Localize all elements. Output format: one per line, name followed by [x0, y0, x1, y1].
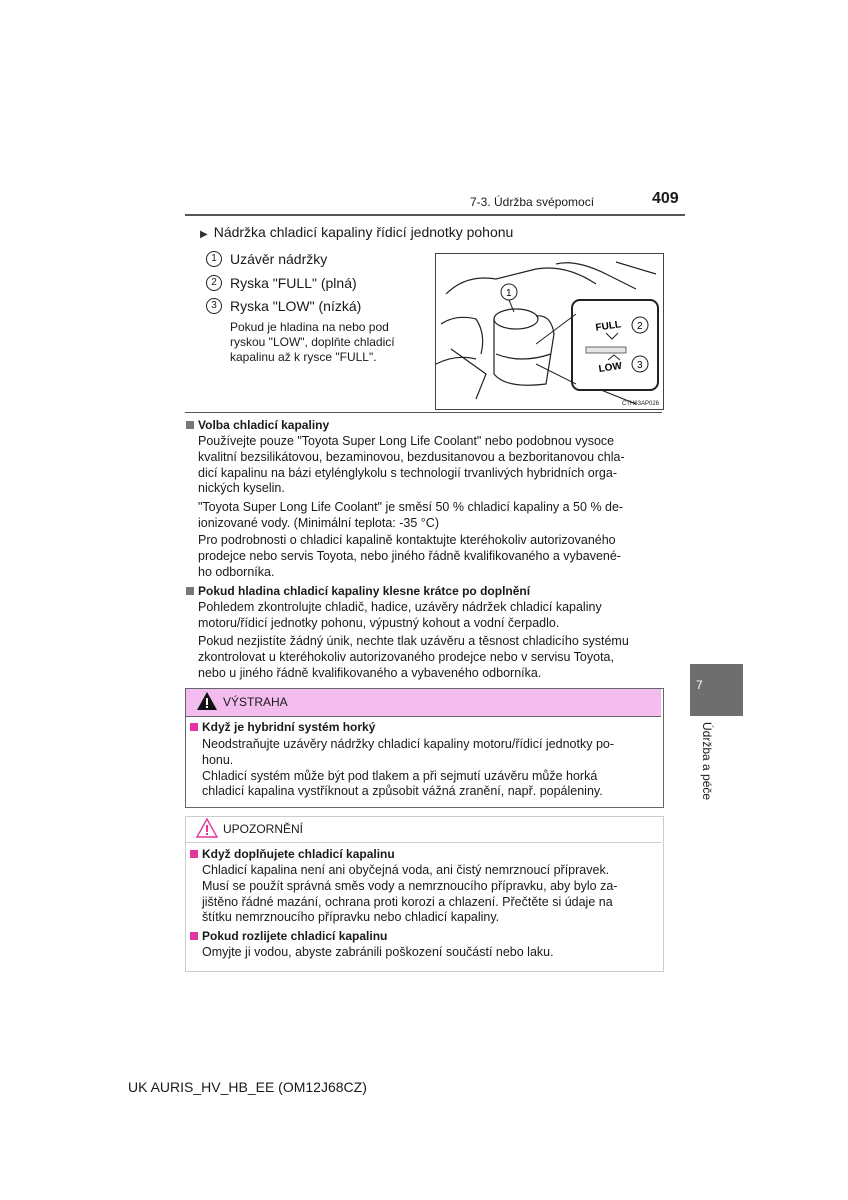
- triangle-bullet-icon: ▶: [200, 229, 208, 240]
- reservoir-illustration: [435, 253, 664, 410]
- caution-text: Omyjte ji vodou, abyste zabránili poškození součástí nebo laku.: [202, 945, 554, 959]
- caution-divider: [186, 842, 661, 843]
- square-bullet-icon: [190, 932, 198, 940]
- list-item: [206, 275, 357, 291]
- full-mark-label: FULL: [594, 319, 622, 334]
- subheading-text: Nádržka chladicí kapaliny řídicí jednotky pohonu: [213, 224, 514, 240]
- low-mark-label: LOW: [597, 360, 623, 375]
- circled-number: 3: [206, 298, 222, 314]
- callout-1: 1: [506, 288, 512, 299]
- caution-heading: Pokud rozlijete chladicí kapalinu: [190, 929, 387, 943]
- section-heading: Pokud hladina chladicí kapaliny klesne krátce po doplnění: [186, 584, 530, 598]
- square-bullet-icon: [190, 723, 198, 731]
- caution-text: Chladicí kapalina není ani obyčejná voda, ani čistý nemrznoucí přípravek. Musí se použít správná směs vody a nemrznoucího přípravku, aby bylo za- jištěno řádné mazání, ochrana proti korozi a chlazení. Přečtěte si údaje na štítku nemrznoucího přípravku nebo chladicí kapaliny.: [202, 863, 618, 925]
- callout-3: 3: [637, 360, 643, 371]
- caution-heading: Když doplňujete chladicí kapalinu: [190, 847, 395, 861]
- callout-2: 2: [637, 321, 643, 332]
- paragraph: Pro podrobnosti o chladicí kapalině kontaktujte kteréhokoliv autorizovaného prodejce nebo servis Toyota, nebo jiného řádně kvalifikovaného a vybavené- ho odborníka.: [198, 533, 621, 579]
- page-number: 409: [652, 190, 679, 207]
- section-title: 7-3. Údržba svépomocí: [470, 195, 595, 209]
- warning-triangle-icon: [196, 691, 218, 711]
- subheading: [200, 224, 513, 240]
- list-item: [206, 251, 327, 267]
- header-divider: [185, 214, 685, 216]
- item-label: Ryska "LOW" (nízká): [230, 298, 362, 314]
- square-bullet-icon: [186, 421, 194, 429]
- item-label: Uzávěr nádržky: [230, 251, 328, 267]
- section-divider: [185, 412, 662, 413]
- figure-code: CTH63AP026: [621, 401, 659, 407]
- chapter-number: 7: [696, 678, 703, 692]
- caution-label: UPOZORNĚNÍ: [223, 822, 304, 836]
- square-bullet-icon: [186, 587, 194, 595]
- paragraph: Pohledem zkontrolujte chladič, hadice, uzávěry nádržek chladicí kapaliny motoru/řídicí jednotky pohonu, výpustný kohout a vodní čerpadlo.: [198, 600, 602, 630]
- item-label: Ryska "FULL" (plná): [230, 275, 357, 291]
- footer-code: UK AURIS_HV_HB_EE (OM12J68CZ): [128, 1079, 367, 1095]
- paragraph: Pokud nezjistíte žádný únik, nechte tlak uzávěru a těsnost chladicího systému zkontrolovat u kteréhokoliv autorizovaného prodejce nebo v servisu Toyota, nebo u jiného řádně kvalifikovaného a vybaveného odborníka.: [198, 634, 629, 680]
- level-note: Pokud je hladina na nebo pod ryskou "LOW", doplňte chladicí kapalinu až k rysce "FULL".: [230, 320, 395, 364]
- square-bullet-icon: [190, 850, 198, 858]
- warning-text: Neodstraňujte uzávěry nádržky chladicí kapaliny motoru/řídicí jednotky po- honu. Chladicí systém může být pod tlakem a při sejmutí uzávěru může horká chladicí kapalina vystříknout a způsobit vážná zranění, např. popáleniny.: [202, 737, 615, 799]
- chapter-title: Údržba a péče: [700, 722, 714, 801]
- caution-triangle-icon: [196, 818, 218, 838]
- section-heading: Volba chladicí kapaliny: [186, 418, 329, 432]
- reservoir-drawing: [436, 254, 663, 409]
- paragraph: "Toyota Super Long Life Coolant" je směsí 50 % chladicí kapaliny a 50 % de- ionizované vody. (Minimální teplota: -35 °C): [198, 500, 624, 530]
- warning-label: VÝSTRAHA: [223, 695, 288, 709]
- circled-number: 2: [206, 275, 222, 291]
- circled-number: 1: [206, 251, 222, 267]
- list-item: [206, 298, 361, 314]
- paragraph: Používejte pouze "Toyota Super Long Life Coolant" nebo podobnou vysoce kvalitní bezsilikátovou, bezaminovou, bezdusitanovou a bezboritanovou chla- dicí kapalinu na bázi etylénglykolu s technologií trvanlivých hybridních orga- nických kyselin.: [198, 434, 625, 496]
- warning-heading: Když je hybridní systém horký: [190, 720, 375, 734]
